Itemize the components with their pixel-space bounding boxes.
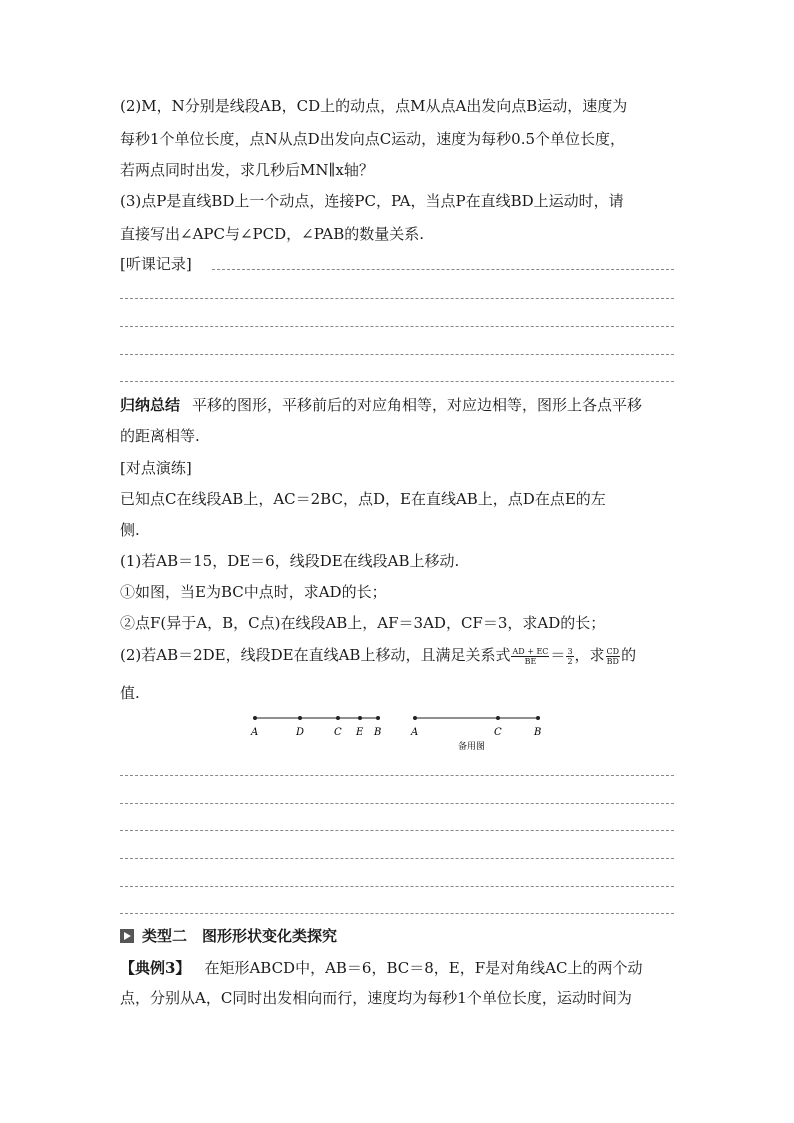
point-a [253, 716, 257, 720]
q3-line-1: (3)点P是直线BD上一个动点，连接PC，PA，当点P在直线BD上运动时，请 [120, 192, 624, 210]
q2-line-2: 每秒1个单位长度，点N从点D出发向点C运动，速度为每秒0.5个单位长度， [120, 130, 626, 148]
q2-line-3: 若两点同时出发，求几秒后MN∥x轴？ [120, 161, 374, 179]
play-triangle-icon [120, 929, 134, 943]
section-heading [120, 926, 337, 946]
segment-figure [240, 706, 560, 754]
point-c [496, 716, 500, 720]
practice-part-2: (2)若AB＝2DE，线段DE在直线AB上移动，且满足关系式 $\frac{AD + EC}{BE}$ ＝ $\frac{3}{2}$ ，求 $\frac{CD}{BD}$ 的 [120, 646, 637, 666]
label-e: E [356, 727, 364, 738]
answer-line [120, 803, 674, 804]
example-3-line-2: 点，分别从A，C同时出发相向而行，速度均为每秒1个单位长度，运动时间为 [120, 989, 632, 1007]
label-c: C [334, 727, 342, 738]
example-3-line-1 [120, 958, 642, 978]
section-title: 类型二 图形形状变化类探究 [142, 927, 338, 945]
practice-line-end: 值. [120, 684, 140, 702]
label-a: A [251, 727, 259, 738]
point-c [336, 716, 340, 720]
practice-line-1: 已知点C在线段AB上，AC＝2BC，点D，E在直线AB上，点D在点E的左 [120, 490, 606, 508]
summary-line-1 [120, 395, 642, 415]
summary-line-2: 的距离相等. [120, 427, 200, 445]
answer-line [120, 858, 674, 859]
label-a: A [411, 727, 419, 738]
label-b: B [374, 727, 382, 738]
answer-line [120, 886, 674, 887]
note-line [120, 298, 674, 299]
part-2-text: (2)若AB＝2DE，线段DE在直线AB上移动，且满足关系式 [120, 646, 511, 664]
label-b: B [534, 727, 542, 738]
point-d [298, 716, 302, 720]
point-b [536, 716, 540, 720]
label-d: D [296, 727, 305, 738]
q2-line-1: (2)M，N分别是线段AB，CD上的动点，点M从点A出发向点B运动，速度为 [120, 97, 628, 115]
practice-part-1b: ②点F(异于A，B，C点)在线段AB上，AF＝3AD，CF＝3，求AD的长； [120, 614, 606, 632]
point-a [413, 716, 417, 720]
q3-line-2: 直接写出∠APC与∠PCD，∠PAB的数量关系. [120, 225, 425, 243]
point-e [358, 716, 362, 720]
summary-text: 平移的图形，平移前后的对应角相等，对应边相等，图形上各点平移 [192, 396, 643, 414]
answer-line [120, 913, 674, 914]
practice-part-1: (1)若AB＝15，DE＝6，线段DE在线段AB上移动. [120, 552, 460, 570]
example-label: 【典例3】 [120, 959, 191, 977]
note-line [120, 381, 674, 382]
figure-caption: 备用图 [458, 742, 486, 752]
answer-line [120, 775, 674, 776]
answer-line [120, 830, 674, 831]
practice-label: [对点演练] [120, 459, 192, 477]
note-line [120, 326, 674, 327]
fraction-cd-over-bd: $\frac{CD}{BD}$ [606, 646, 620, 666]
practice-part-1a: ①如图，当E为BC中点时，求AD的长； [120, 583, 387, 601]
note-line [120, 354, 674, 355]
summary-title: 归纳总结 [120, 396, 181, 414]
note-line [212, 269, 674, 270]
point-b [376, 716, 380, 720]
fraction-three-halves: $\frac{3}{2}$ [567, 646, 573, 666]
example-text: 在矩形ABCD中，AB＝6，BC＝8，E，F是对角线AC上的两个动 [204, 959, 643, 977]
practice-line-2: 侧. [120, 521, 140, 539]
label-c: C [494, 727, 502, 738]
fraction-ad-ec-over-be: $\frac{AD + EC}{BE}$ [512, 646, 549, 666]
notes-label: [听课记录] [120, 255, 192, 273]
